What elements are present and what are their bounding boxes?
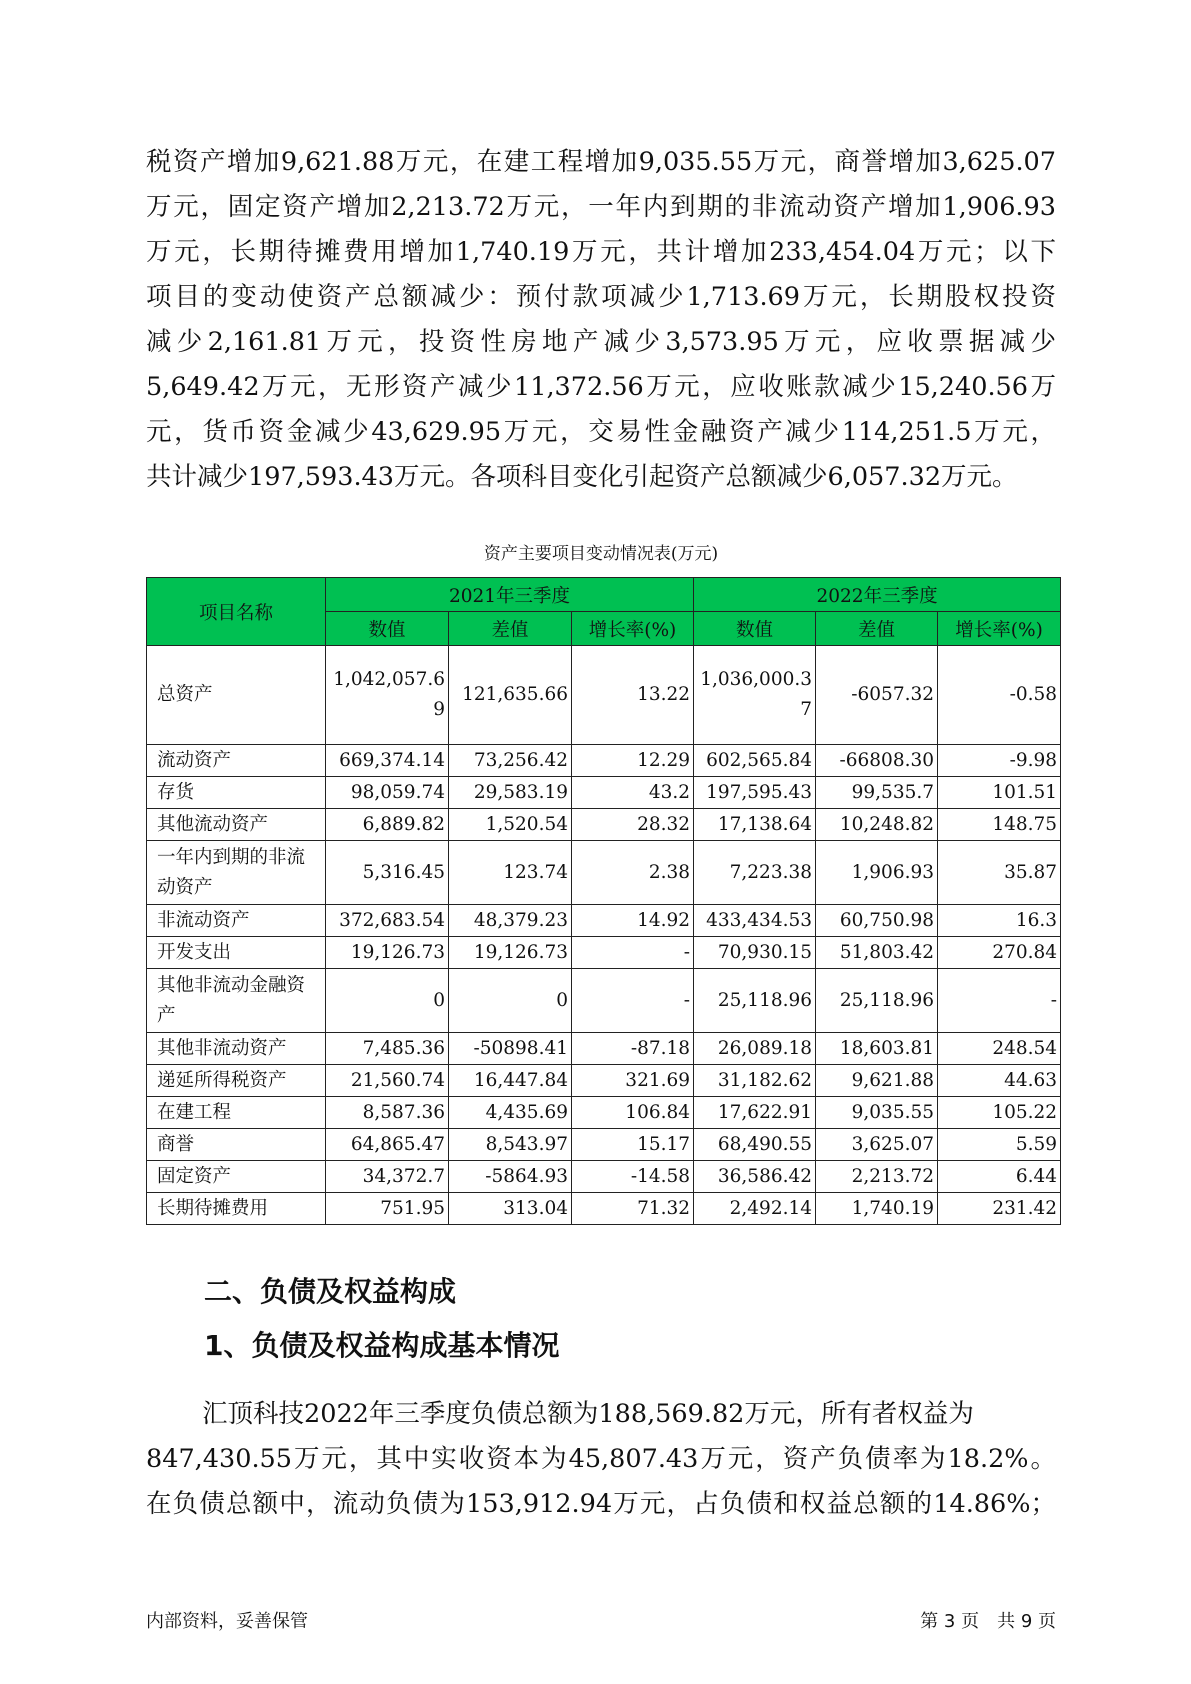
- header-diff-2021: 差值: [449, 612, 572, 646]
- diff-2022: 25,118.96: [816, 969, 938, 1033]
- table-row: [147, 1065, 1061, 1097]
- diff-2021: 1,520.54: [449, 809, 572, 841]
- diff-2022: 18,603.81: [816, 1033, 938, 1065]
- row-name: 固定资产: [147, 1161, 326, 1193]
- value-2022: 26,089.18: [694, 1033, 816, 1065]
- header-period-2021: 2021年三季度: [326, 578, 694, 612]
- value-2021: 1,042,057.69: [326, 646, 449, 745]
- diff-2021: 313.04: [449, 1193, 572, 1225]
- diff-2021: 0: [449, 969, 572, 1033]
- value-2021: 6,889.82: [326, 809, 449, 841]
- table-row: [147, 1161, 1061, 1193]
- diff-2021: 123.74: [449, 841, 572, 905]
- value-2021: 19,126.73: [326, 937, 449, 969]
- header-rate-2022: 增长率(%): [938, 612, 1061, 646]
- header-diff-2022: 差值: [816, 612, 938, 646]
- value-2022: 25,118.96: [694, 969, 816, 1033]
- section-heading: 二、负债及权益构成: [204, 1275, 457, 1308]
- value-2021: 5,316.45: [326, 841, 449, 905]
- rate-2022: -0.58: [938, 646, 1061, 745]
- diff-2021: 8,543.97: [449, 1129, 572, 1161]
- value-2021: 21,560.74: [326, 1065, 449, 1097]
- rate-2021: -14.58: [572, 1161, 694, 1193]
- row-name: 在建工程: [147, 1097, 326, 1129]
- rate-2022: 101.51: [938, 777, 1061, 809]
- diff-2021: 4,435.69: [449, 1097, 572, 1129]
- header-rate-2021: 增长率(%): [572, 612, 694, 646]
- rate-2022: 16.3: [938, 905, 1061, 937]
- diff-2022: 1,740.19: [816, 1193, 938, 1225]
- table-row: [147, 969, 1061, 1033]
- assets-change-table: [146, 577, 1061, 1225]
- diff-2022: 51,803.42: [816, 937, 938, 969]
- rate-2022: -9.98: [938, 745, 1061, 777]
- table-row: [147, 1097, 1061, 1129]
- intro-line: 共计减少197,593.43万元。各项科目变化引起资产总额减少6,057.32万元。: [146, 462, 1018, 492]
- row-name: 总资产: [147, 646, 326, 745]
- value-2022: 31,182.62: [694, 1065, 816, 1097]
- table-row: [147, 1129, 1061, 1161]
- diff-2022: 1,906.93: [816, 841, 938, 905]
- intro-line: 税资产增加9,621.88万元，在建工程增加9,035.55万元，商誉增加3,625.07: [146, 147, 1056, 177]
- value-2021: 7,485.36: [326, 1033, 449, 1065]
- value-2022: 2,492.14: [694, 1193, 816, 1225]
- row-name: 其他非流动金融资产: [147, 969, 326, 1033]
- value-2022: 17,622.91: [694, 1097, 816, 1129]
- row-name: 存货: [147, 777, 326, 809]
- rate-2022: -: [938, 969, 1061, 1033]
- header-value-2022: 数值: [694, 612, 816, 646]
- value-2022: 7,223.38: [694, 841, 816, 905]
- value-2022: 602,565.84: [694, 745, 816, 777]
- value-2021: 8,587.36: [326, 1097, 449, 1129]
- diff-2022: -6057.32: [816, 646, 938, 745]
- diff-2021: 29,583.19: [449, 777, 572, 809]
- rate-2022: 231.42: [938, 1193, 1061, 1225]
- row-name: 一年内到期的非流动资产: [147, 841, 326, 905]
- row-name: 商誉: [147, 1129, 326, 1161]
- row-name: 长期待摊费用: [147, 1193, 326, 1225]
- rate-2022: 148.75: [938, 809, 1061, 841]
- intro-paragraph: [146, 140, 1056, 500]
- intro-line: 万元，长期待摊费用增加1,740.19万元，共计增加233,454.04万元；以下: [146, 237, 1056, 267]
- table-row: [147, 1193, 1061, 1225]
- rate-2022: 248.54: [938, 1033, 1061, 1065]
- diff-2022: 3,625.07: [816, 1129, 938, 1161]
- diff-2022: 9,035.55: [816, 1097, 938, 1129]
- rate-2022: 270.84: [938, 937, 1061, 969]
- intro-line: 元，货币资金减少43,629.95万元，交易性金融资产减少114,251.5万元，: [146, 417, 1056, 447]
- footer-confidential-note: 内部资料，妥善保管: [146, 1611, 308, 1632]
- value-2021: 751.95: [326, 1193, 449, 1225]
- diff-2022: 60,750.98: [816, 905, 938, 937]
- diff-2021: 73,256.42: [449, 745, 572, 777]
- diff-2021: -5864.93: [449, 1161, 572, 1193]
- value-2022: 17,138.64: [694, 809, 816, 841]
- body-line: 847,430.55万元，其中实收资本为45,807.43万元，资产负债率为18.2%。: [146, 1444, 1056, 1474]
- value-2022: 68,490.55: [694, 1129, 816, 1161]
- header-value-2021: 数值: [326, 612, 449, 646]
- table-row: [147, 646, 1061, 745]
- rate-2022: 44.63: [938, 1065, 1061, 1097]
- body-line: 汇顶科技2022年三季度负债总额为188,569.82万元，所有者权益为: [202, 1399, 974, 1429]
- table-caption: 资产主要项目变动情况表(万元): [483, 544, 719, 564]
- value-2022: 1,036,000.37: [694, 646, 816, 745]
- header-period-2022: 2022年三季度: [694, 578, 1061, 612]
- value-2022: 197,595.43: [694, 777, 816, 809]
- diff-2021: 16,447.84: [449, 1065, 572, 1097]
- value-2021: 34,372.7: [326, 1161, 449, 1193]
- table-row: [147, 841, 1061, 905]
- value-2021: 669,374.14: [326, 745, 449, 777]
- value-2022: 70,930.15: [694, 937, 816, 969]
- row-name: 其他流动资产: [147, 809, 326, 841]
- diff-2021: 48,379.23: [449, 905, 572, 937]
- row-name: 开发支出: [147, 937, 326, 969]
- rate-2021: 12.29: [572, 745, 694, 777]
- rate-2021: 2.38: [572, 841, 694, 905]
- rate-2021: 321.69: [572, 1065, 694, 1097]
- rate-2022: 35.87: [938, 841, 1061, 905]
- diff-2021: -50898.41: [449, 1033, 572, 1065]
- diff-2021: 19,126.73: [449, 937, 572, 969]
- rate-2021: 13.22: [572, 646, 694, 745]
- rate-2022: 6.44: [938, 1161, 1061, 1193]
- value-2021: 98,059.74: [326, 777, 449, 809]
- rate-2021: -87.18: [572, 1033, 694, 1065]
- row-name: 递延所得税资产: [147, 1065, 326, 1097]
- rate-2021: 43.2: [572, 777, 694, 809]
- header-item-name: 项目名称: [147, 578, 326, 646]
- value-2022: 433,434.53: [694, 905, 816, 937]
- body-line: 在负债总额中，流动负债为153,912.94万元，占负债和权益总额的14.86%；: [146, 1489, 1056, 1519]
- table-row: [147, 745, 1061, 777]
- rate-2022: 5.59: [938, 1129, 1061, 1161]
- diff-2022: 99,535.7: [816, 777, 938, 809]
- intro-line: 万元，固定资产增加2,213.72万元，一年内到期的非流动资产增加1,906.93: [146, 192, 1056, 222]
- diff-2022: -66808.30: [816, 745, 938, 777]
- diff-2022: 10,248.82: [816, 809, 938, 841]
- intro-line: 5,649.42万元，无形资产减少11,372.56万元，应收账款减少15,240.56万: [146, 372, 1056, 402]
- diff-2022: 2,213.72: [816, 1161, 938, 1193]
- table-row: [147, 1033, 1061, 1065]
- table-row: [147, 905, 1061, 937]
- rate-2022: 105.22: [938, 1097, 1061, 1129]
- intro-line: 项目的变动使资产总额减少：预付款项减少1,713.69万元，长期股权投资: [146, 282, 1056, 312]
- row-name: 其他非流动资产: [147, 1033, 326, 1065]
- rate-2021: 14.92: [572, 905, 694, 937]
- diff-2021: 121,635.66: [449, 646, 572, 745]
- rate-2021: 15.17: [572, 1129, 694, 1161]
- rate-2021: 28.32: [572, 809, 694, 841]
- body-paragraph: [146, 1392, 1056, 1527]
- value-2021: 372,683.54: [326, 905, 449, 937]
- sub-heading: 1、负债及权益构成基本情况: [204, 1329, 560, 1362]
- table-row: [147, 809, 1061, 841]
- row-name: 非流动资产: [147, 905, 326, 937]
- row-name: 流动资产: [147, 745, 326, 777]
- footer-page-number: 第 3 页 共 9 页: [920, 1611, 1056, 1632]
- rate-2021: 71.32: [572, 1193, 694, 1225]
- value-2021: 64,865.47: [326, 1129, 449, 1161]
- table-row: [147, 777, 1061, 809]
- rate-2021: -: [572, 969, 694, 1033]
- diff-2022: 9,621.88: [816, 1065, 938, 1097]
- value-2022: 36,586.42: [694, 1161, 816, 1193]
- value-2021: 0: [326, 969, 449, 1033]
- intro-line: 减少2,161.81万元，投资性房地产减少3,573.95万元，应收票据减少: [146, 327, 1056, 357]
- rate-2021: -: [572, 937, 694, 969]
- rate-2021: 106.84: [572, 1097, 694, 1129]
- table-row: [147, 937, 1061, 969]
